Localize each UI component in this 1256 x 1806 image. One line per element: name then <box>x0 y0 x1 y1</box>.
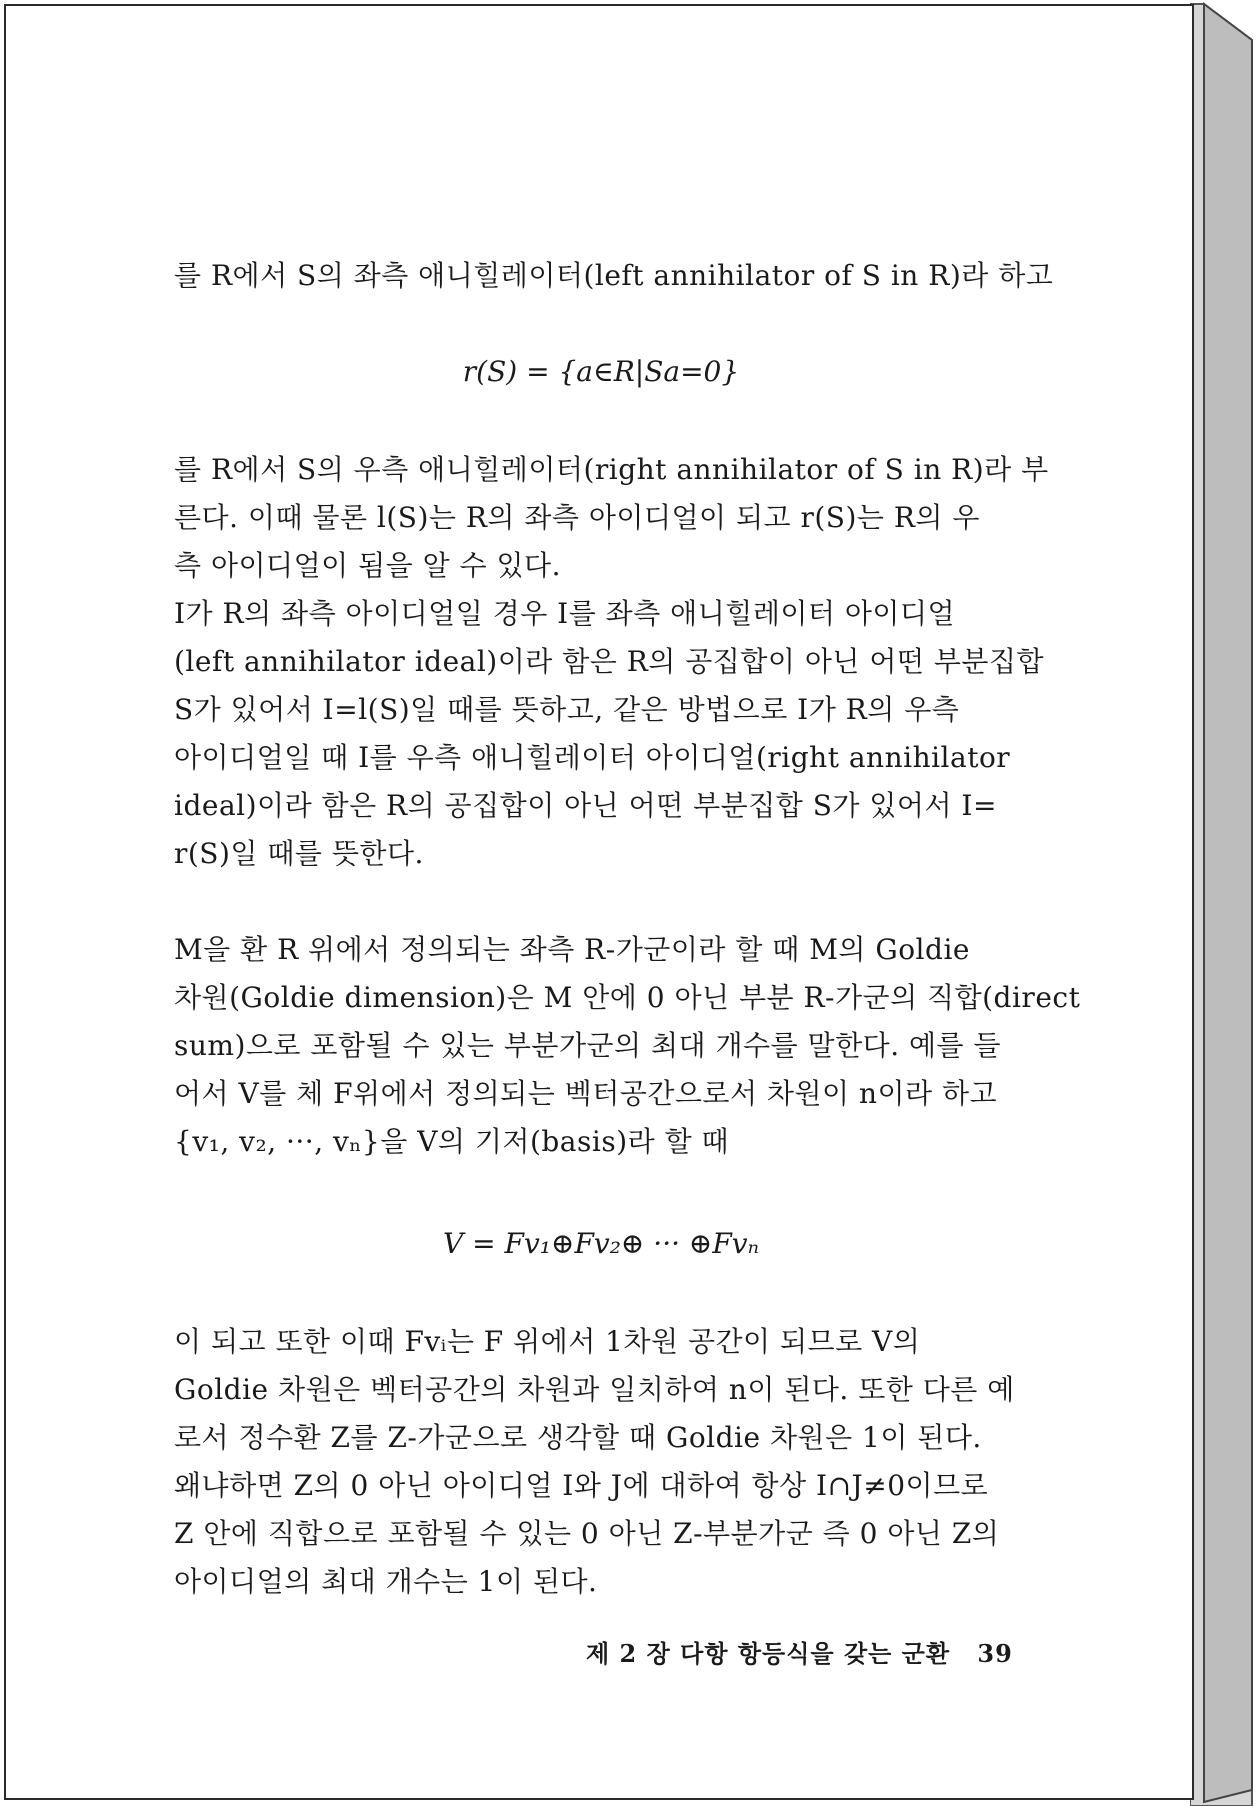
text-line: S가 있어서 I=l(S)일 때를 뜻하고, 같은 방법으로 I가 R의 우측 <box>174 693 960 726</box>
text-line: {v₁, v₂, ···, vₙ}을 V의 기저(basis)라 할 때 <box>174 1125 730 1158</box>
equation-right-annihilator: r(S) = {a∈R|Sa=0} <box>462 355 740 388</box>
text-line: 이 되고 또한 이때 Fvᵢ는 F 위에서 1차원 공간이 되므로 V의 <box>174 1325 921 1358</box>
text-line: sum)으로 포함될 수 있는 부분가군의 최대 개수를 말한다. 예를 들 <box>174 1029 1002 1062</box>
text-line: 측 아이디얼이 됨을 알 수 있다. <box>174 549 561 582</box>
text-line: 아이디얼의 최대 개수는 1이 된다. <box>174 1565 598 1598</box>
page-number: 39 <box>977 1639 1013 1668</box>
text-line: ideal)이라 함은 R의 공집합이 아닌 어떤 부분집합 S가 있어서 I= <box>174 789 997 822</box>
text-line: r(S)일 때를 뜻한다. <box>174 837 424 870</box>
text-line: I가 R의 좌측 아이디얼일 경우 I를 좌측 애니힐레이터 아이디얼 <box>174 597 956 630</box>
text-line: (left annihilator ideal)이라 함은 R의 공집합이 아닌 어떤 부분집합 <box>174 645 1045 678</box>
text-line: Goldie 차원은 벡터공간의 차원과 일치하여 n이 된다. 또한 다른 예 <box>174 1373 1015 1406</box>
text-line: 를 R에서 S의 우측 애니힐레이터(right annihilator of S in R)라 부 <box>174 453 1049 486</box>
equation-direct-sum: V = Fv₁⊕Fv₂⊕ ··· ⊕Fvₙ <box>443 1227 759 1260</box>
text-line: Z 안에 직합으로 포함될 수 있는 0 아닌 Z-부분가군 즉 0 아닌 Z의 <box>174 1517 1000 1550</box>
running-footer <box>586 1634 1013 1669</box>
text-line: 차원(Goldie dimension)은 M 안에 0 아닌 부분 R-가군의 직합(direct <box>174 981 1081 1014</box>
page-stack-edge <box>1190 0 1256 1806</box>
text-line: 어서 V를 체 F위에서 정의되는 벡터공간으로서 차원이 n이라 하고 <box>174 1077 998 1110</box>
text-line: M을 환 R 위에서 정의되는 좌측 R-가군이라 할 때 M의 Goldie <box>174 933 970 966</box>
text-line: 로서 정수환 Z를 Z-가군으로 생각할 때 Goldie 차원은 1이 된다. <box>174 1421 982 1454</box>
chapter-title: 제 2 장 다항 항등식을 갖는 군환 <box>586 1639 951 1668</box>
text-line: 른다. 이때 물론 l(S)는 R의 좌측 아이디얼이 되고 r(S)는 R의 우 <box>174 501 980 534</box>
text-line: 왜냐하면 Z의 0 아닌 아이디얼 I와 J에 대하여 항상 I∩J≠0이므로 <box>174 1469 989 1502</box>
text-line: 를 R에서 S의 좌측 애니힐레이터(left annihilator of S in R)라 하고 <box>174 259 1054 292</box>
text-line: 아이디얼일 때 I를 우측 애니힐레이터 아이디얼(right annihilator <box>174 741 1011 774</box>
page <box>4 4 1194 1800</box>
